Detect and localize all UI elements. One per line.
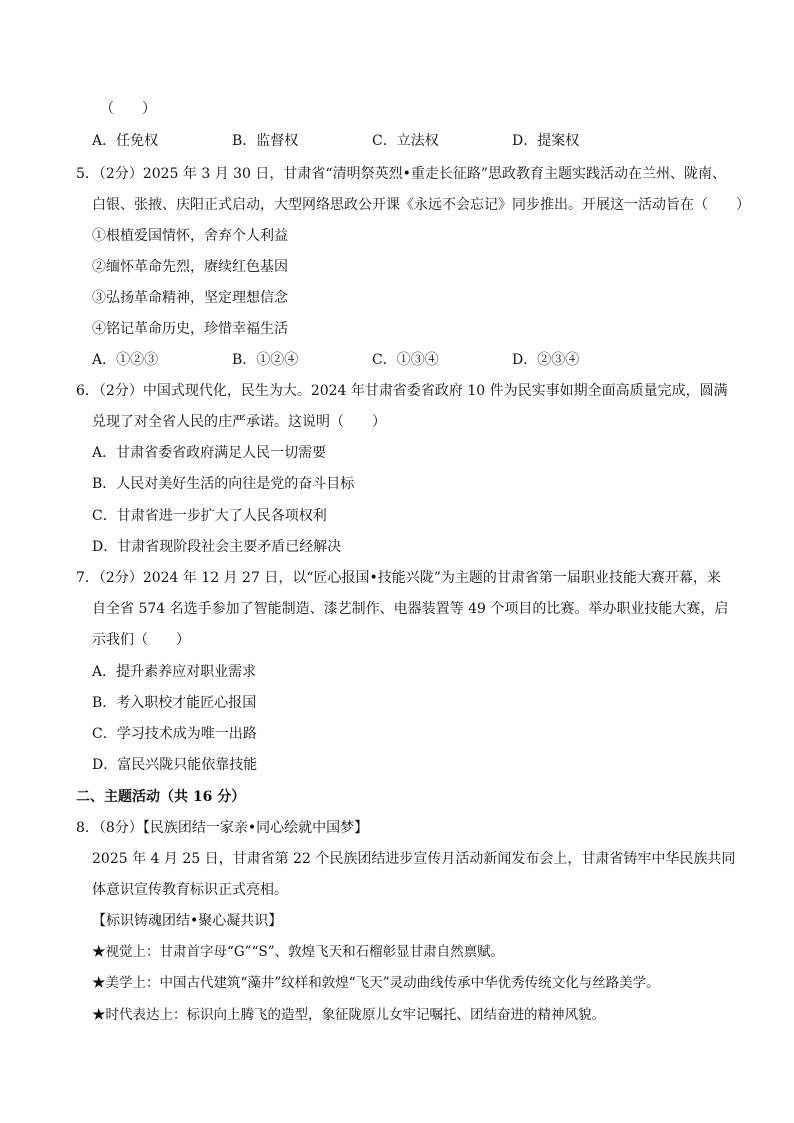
q8-paragraph-line-1: 2025 年 4 月 25 日，甘肃省第 22 个民族团结进步宣传月活动新闻发布会上，甘肃省铸牢中华民族共同 — [92, 851, 736, 867]
section-2-heading: 二、主题活动（共 16 分） — [76, 789, 246, 805]
q5-option-a: A．①②③ — [92, 352, 159, 368]
q4-option-a: A．任免权 — [92, 133, 159, 149]
q8-subtitle: 【标识铸魂团结•聚心凝共识】 — [92, 913, 283, 929]
q8-bullet-aesthetic: ★美学上：中国古代建筑“藻井”纹样和敦煌“飞天”灵动曲线传承中华优秀传统文化与丝路美学。 — [92, 975, 660, 991]
q8-bullet-era: ★时代表达上：标识向上腾飞的造型，象征陇原儿女牢记嘱托、团结奋进的精神风貌。 — [92, 1007, 605, 1023]
q4-option-c: C．立法权 — [372, 133, 439, 149]
q5-option-b: B．①②④ — [232, 352, 299, 368]
q6-option-c: C．甘肃省进一步扩大了人民各项权利 — [92, 508, 327, 524]
q6-option-d: D．甘肃省现阶段社会主要矛盾已经解决 — [92, 539, 342, 555]
q8-bullet-visual: ★视觉上：甘肃首字母“G”“S”、敦煌飞天和石榴彰显甘肃自然禀赋。 — [92, 944, 505, 960]
q4-option-b: B．监督权 — [232, 133, 299, 149]
q7-stem-line-2: 自全省 574 名选手参加了智能制造、漆艺制作、电器装置等 49 个项目的比赛。举办职业技能大赛，启 — [92, 601, 729, 617]
q7-option-b: B．考入职校才能匠心报国 — [92, 695, 257, 711]
q5-option-c: C．①③④ — [372, 352, 439, 368]
answer-parentheses: （ ） — [100, 101, 156, 117]
q4-option-d: D．提案权 — [512, 133, 580, 149]
q6-stem-line-2: 兑现了对全省人民的庄严承诺。这说明（ ） — [92, 414, 386, 430]
q6-stem-line-1: 6．（2分）中国式现代化，民生为大。2024 年甘肃省委省政府 10 件为民实事如期全面高质量完成，圆满 — [76, 383, 728, 399]
q8-paragraph-line-2: 体意识宣传教育标识正式亮相。 — [92, 882, 288, 898]
q6-option-a: A．甘肃省委省政府满足人民一切需要 — [92, 445, 327, 461]
q5-item-4: ④铭记革命历史，珍惜幸福生活 — [92, 321, 288, 337]
q5-item-1: ①根植爱国情怀，舍弃个人利益 — [92, 228, 288, 244]
q5-option-d: D．②③④ — [512, 352, 580, 368]
q7-option-a: A．提升素养应对职业需求 — [92, 664, 257, 680]
q7-stem-line-3: 示我们（ ） — [92, 632, 190, 648]
q8-stem: 8．（8分）【民族团结一家亲•同心绘就中国梦】 — [76, 820, 369, 836]
q7-option-d: D．富民兴陇只能依靠技能 — [92, 757, 258, 773]
q7-option-c: C．学习技术成为唯一出路 — [92, 726, 257, 742]
q5-item-2: ②缅怀革命先烈，赓续红色基因 — [92, 259, 288, 275]
q7-stem-line-1: 7．（2分）2024 年 12 月 27 日，以“匠心报国•技能兴陇”为主题的甘肃省第一届职业技能大赛开幕，来 — [76, 570, 721, 586]
q5-stem-line-1: 5．（2分）2025 年 3 月 30 日，甘肃省“清明祭英烈•重走长征路”思政教育主题实践活动在兰州、陇南、 — [76, 166, 726, 182]
q5-item-3: ③弘扬革命精神，坚定理想信念 — [92, 290, 288, 306]
q5-stem-line-2: 白银、张掖、庆阳正式启动，大型网络思政公开课《永远不会忘记》同步推出。开展这一活动旨在（ ） — [92, 197, 750, 213]
q6-option-b: B．人民对美好生活的向往是党的奋斗目标 — [92, 476, 355, 492]
